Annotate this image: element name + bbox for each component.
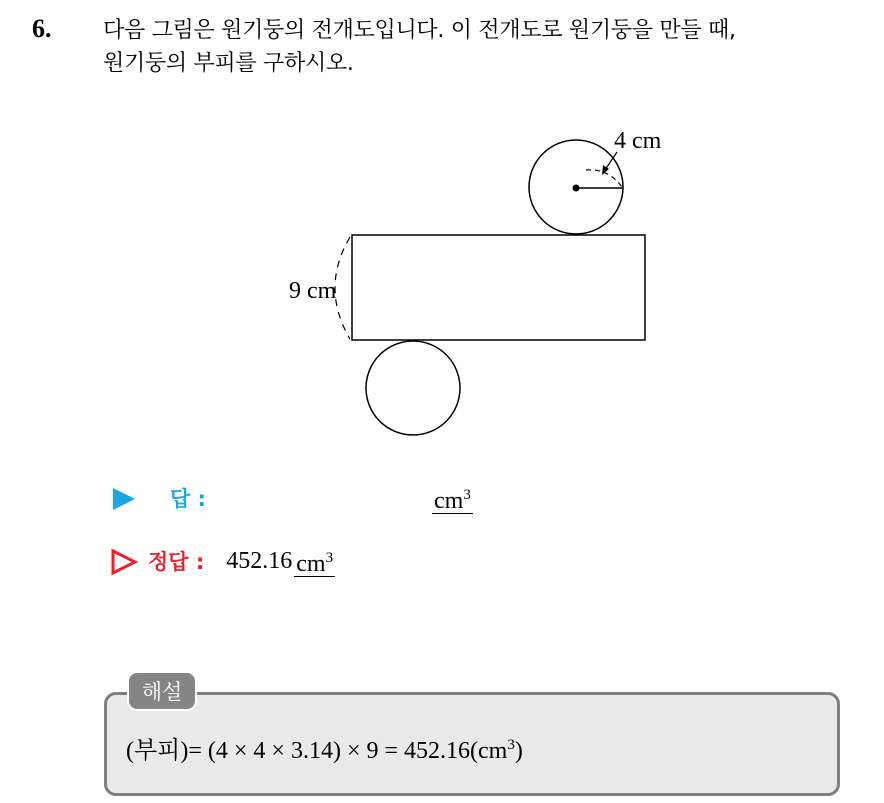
answer-label: 답 : (170, 487, 206, 511)
correct-unit: $cm^3$ (294, 546, 335, 577)
question-line-1: 다음 그림은 원기둥의 전개도입니다. 이 전개도로 원기둥을 만들 때, (103, 18, 736, 43)
question-number: 6. (32, 14, 52, 43)
answer-unit: $cm^3$ (432, 483, 473, 514)
solution-formula: (부피)= $(4 \times 4 \times 3.14) \times 9 = 452.16(cm^3)$ (126, 737, 523, 764)
question-line-2: 원기둥의 부피를 구하시오. (103, 51, 354, 76)
answer-blank[interactable] (206, 483, 432, 513)
correct-answer-row (110, 543, 335, 579)
radius-label: 4 cm (614, 128, 662, 154)
height-dashed-arc (335, 237, 350, 339)
play-triangle-icon (110, 483, 140, 513)
lateral-rectangle (352, 235, 645, 340)
solution-tag: 해설 (127, 671, 197, 711)
correct-value: 452.16 (226, 547, 293, 574)
height-label: 9 cm (289, 278, 337, 304)
answer-row (110, 480, 473, 516)
bottom-base-circle (366, 341, 460, 435)
outline-triangle-icon (110, 546, 140, 576)
correct-label: 정답 : (148, 550, 205, 574)
